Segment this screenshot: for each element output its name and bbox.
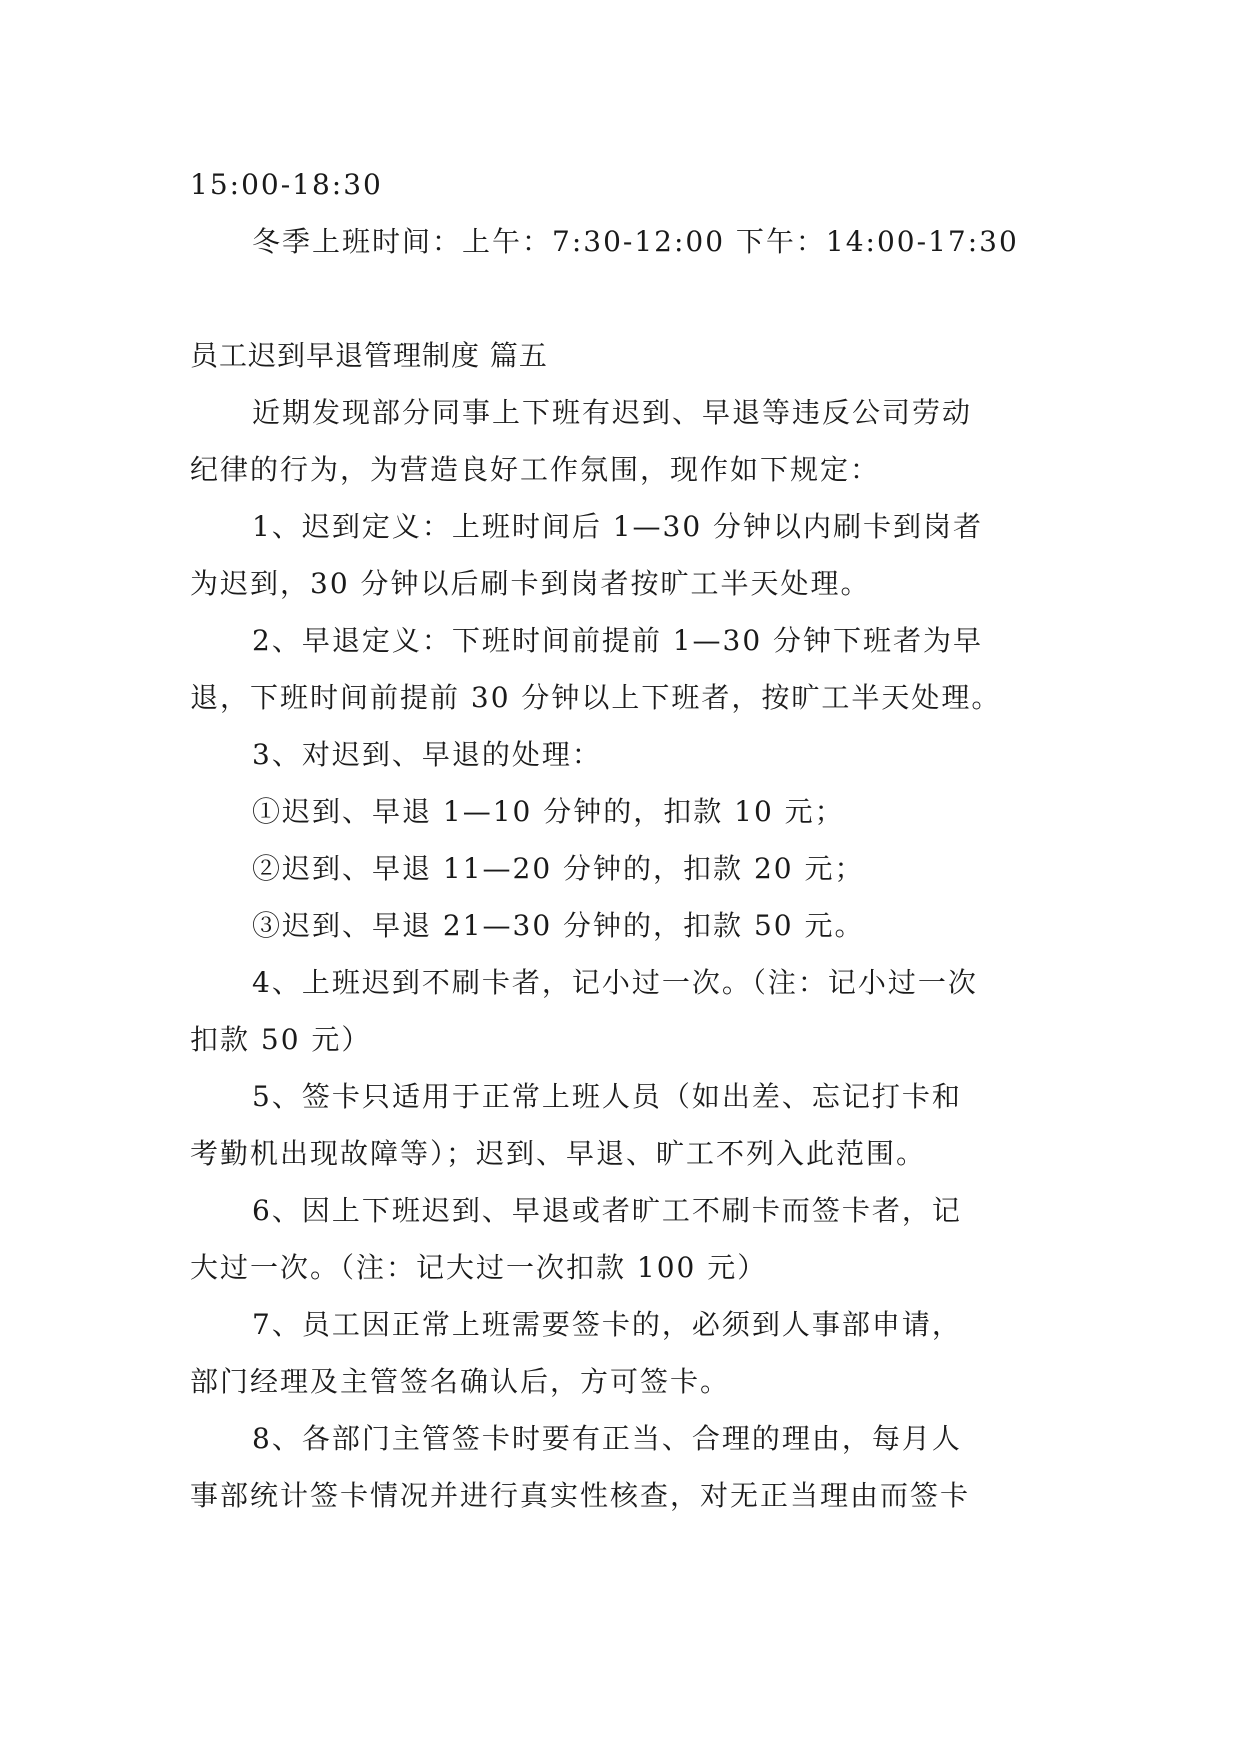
paragraph-intro-line-2: 纪律的行为，为营造良好工作氛围，现作如下规定： — [190, 453, 881, 486]
text-line-time-continuation: 15:00-18:30 — [190, 168, 383, 201]
paragraph-intro-line-1: 近期发现部分同事上下班有迟到、早退等违反公司劳动 — [252, 396, 973, 429]
rule-7-line-2: 部门经理及主管签名确认后，方可签卡。 — [190, 1365, 731, 1398]
rule-2-line-2: 退，下班时间前提前 30 分钟以上下班者，按旷工半天处理。 — [190, 681, 1002, 714]
rule-8-line-1: 8、各部门主管签卡时要有正当、合理的理由，每月人 — [252, 1422, 962, 1455]
rule-3-item-3: ③迟到、早退 21—30 分钟的，扣款 50 元。 — [252, 909, 865, 942]
text-line-winter-hours: 冬季上班时间：上午：7:30-12:00 下午：14:00-17:30 — [252, 225, 1019, 258]
rule-5-line-2: 考勤机出现故障等）；迟到、早退、旷工不列入此范围。 — [190, 1137, 927, 1170]
rule-5-line-1: 5、签卡只适用于正常上班人员（如出差、忘记打卡和 — [252, 1080, 962, 1113]
rule-3-title: 3、对迟到、早退的处理： — [252, 738, 602, 771]
rule-2-line-1: 2、早退定义：下班时间前提前 1—30 分钟下班者为早 — [252, 624, 984, 657]
rule-6-line-1: 6、因上下班迟到、早退或者旷工不刷卡而签卡者，记 — [252, 1194, 962, 1227]
rule-1-line-2: 为迟到，30 分钟以后刷卡到岗者按旷工半天处理。 — [190, 567, 871, 600]
rule-1-line-1: 1、迟到定义：上班时间后 1—30 分钟以内刷卡到岗者 — [252, 510, 984, 543]
rule-4-line-2: 扣款 50 元） — [190, 1023, 372, 1056]
section-heading: 员工迟到早退管理制度 篇五 — [190, 339, 548, 372]
rule-7-line-1: 7、员工因正常上班需要签卡的，必须到人事部申请， — [252, 1308, 962, 1341]
rule-8-line-2: 事部统计签卡情况并进行真实性核查，对无正当理由而签卡 — [190, 1479, 971, 1512]
rule-6-line-2: 大过一次。（注：记大过一次扣款 100 元） — [190, 1251, 768, 1284]
rule-4-line-1: 4、上班迟到不刷卡者，记小过一次。（注：记小过一次 — [252, 966, 978, 999]
rule-3-item-1: ①迟到、早退 1—10 分钟的，扣款 10 元； — [252, 795, 845, 828]
rule-3-item-2: ②迟到、早退 11—20 分钟的，扣款 20 元； — [252, 852, 865, 885]
